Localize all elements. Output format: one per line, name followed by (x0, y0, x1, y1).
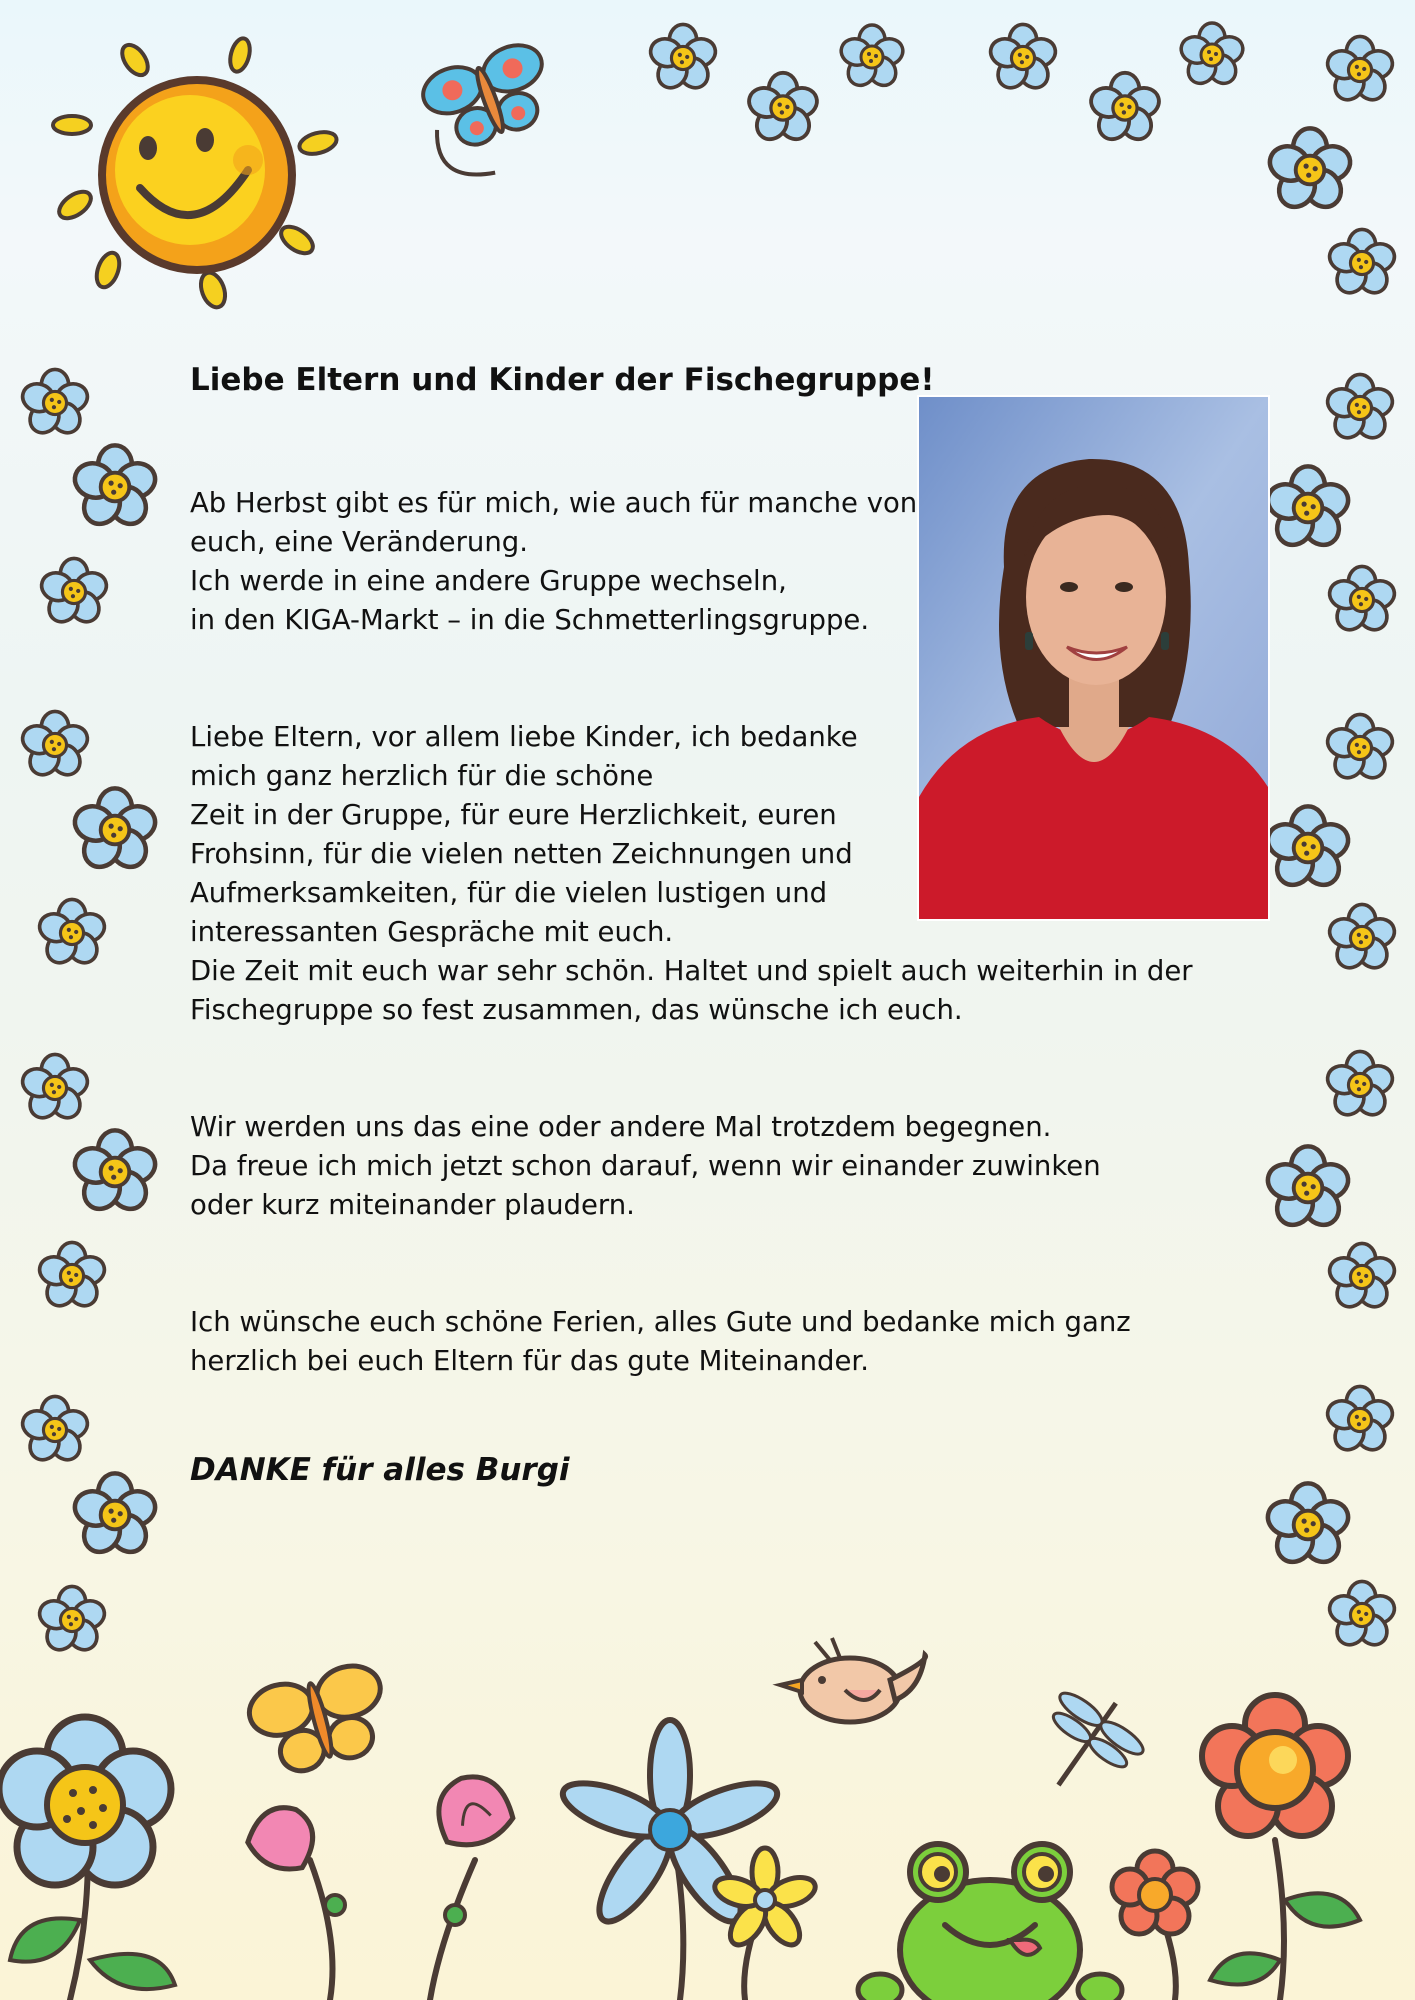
forget-me-not-icon (1263, 374, 1398, 1650)
flower-icon (428, 1766, 518, 1854)
letter-body (190, 360, 1200, 1490)
frog-icon (858, 1844, 1122, 2000)
letter-paragraph: Wir werden uns das eine oder andere Mal trotzdem begegnen. Da freue ich mich jetzt schon darauf, wenn wir einander zuwinken oder kurz miteinander plaudern. (190, 1111, 1101, 1221)
letter-greeting: Liebe Eltern und Kinder der Fischegruppe! (190, 362, 935, 398)
letter-signature: DANKE für alles Burgi (190, 1452, 570, 1488)
letter-paragraph: Liebe Eltern, vor allem liebe Kinder, ich bedanke mich ganz herzlich für die schöne Zeit in der Gruppe, für eure Herzlichkeit, euren Frohsinn, für die vielen netten Zeichnungen und Aufmerksamkeiten, für die vielen lustigen und interessanten Gespräche mit euch. Die Zeit mit euch war sehr schön. Haltet und spielt auch weiterhin in der Fischegruppe so fest zusammen, das wünsche ich euch. (190, 721, 1193, 1026)
garden-scene (0, 1638, 1360, 2000)
forget-me-not-icon (647, 23, 1398, 298)
flower-icon (1202, 1695, 1348, 1836)
butterfly-icon (414, 37, 572, 188)
flower-icon (711, 1848, 819, 1951)
flower-icon (1112, 1851, 1198, 1934)
bird-icon (780, 1638, 926, 1722)
letter-paragraph: Ab Herbst gibt es für mich, wie auch für manche von euch, eine Veränderung. Ich werde in eine andere Gruppe wechseln, in den KIGA-Markt – in die Schmetterlingsgruppe. (190, 487, 918, 636)
sun-icon (53, 36, 339, 310)
forget-me-not-icon (19, 369, 160, 1655)
letter-paragraph: Ich wünsche euch schöne Ferien, alles Gute und bedanke mich ganz herzlich bei euch Eltern für das gute Miteinander. (190, 1306, 1131, 1377)
butterfly-icon (244, 1659, 397, 1781)
flower-icon (0, 1717, 171, 1885)
dragonfly-icon (1017, 1674, 1156, 1813)
